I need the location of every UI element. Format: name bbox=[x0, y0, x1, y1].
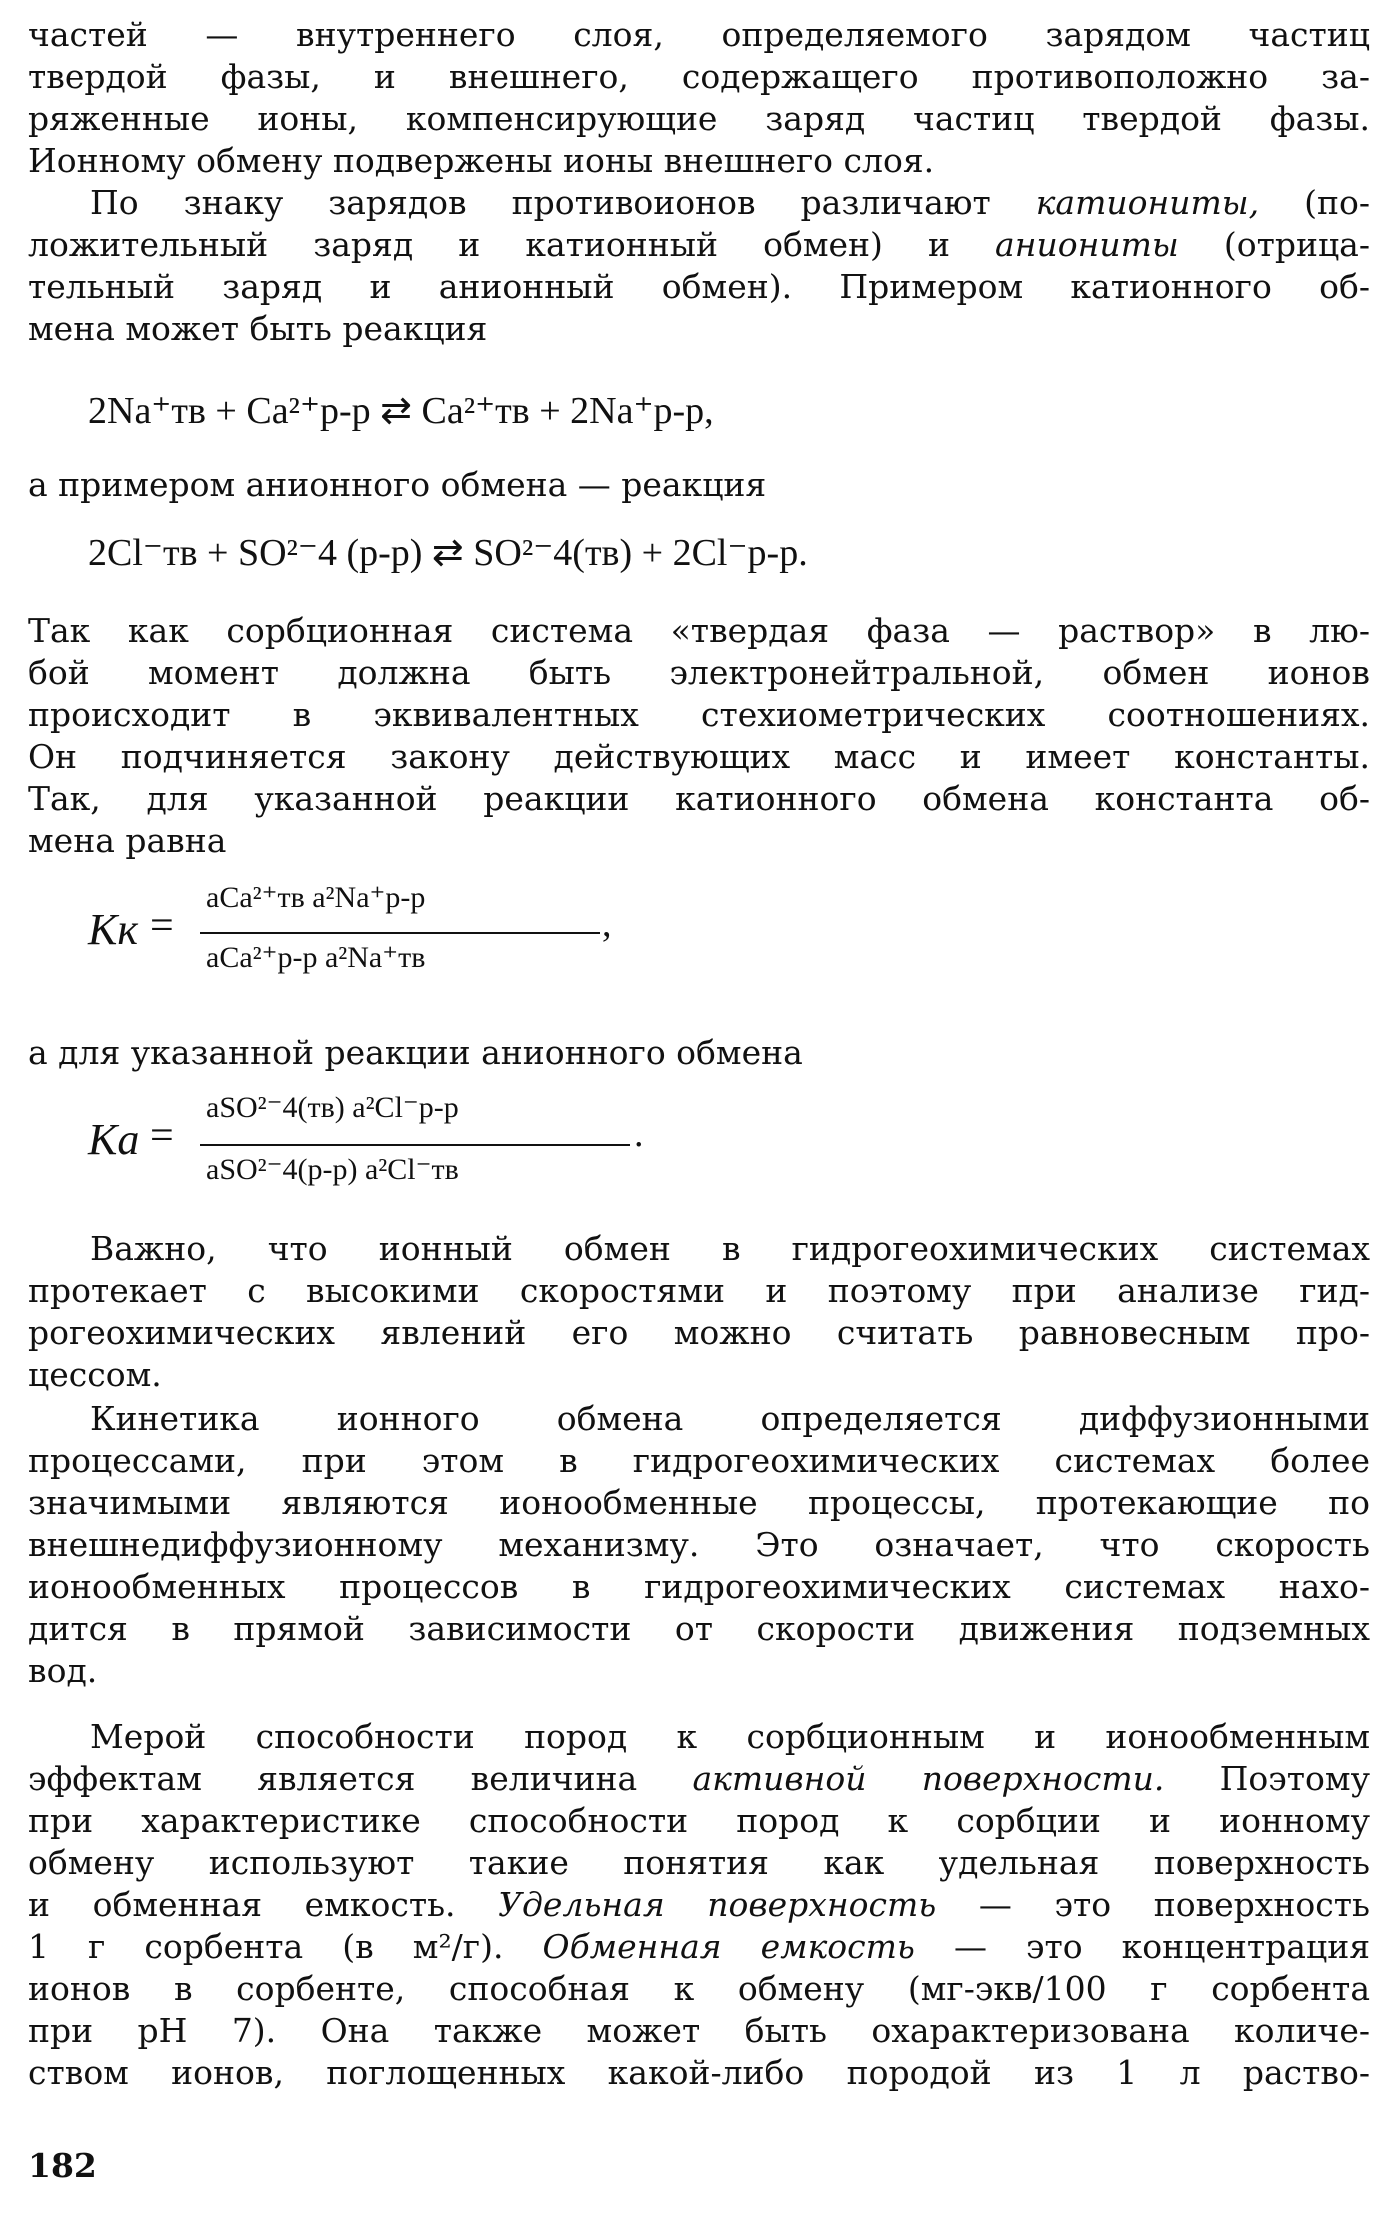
text-span: и обменная емкость. bbox=[28, 1885, 499, 1924]
formula-punctuation: , bbox=[602, 903, 612, 945]
text-line: ионов в сорбенте, способная к обмену (мг-экв/100 г сорбента bbox=[28, 1969, 1370, 2008]
formula-numerator: aCa²⁺тв a²Na⁺р-р bbox=[206, 881, 426, 914]
text-span: Поэтому bbox=[1164, 1759, 1370, 1798]
text-line: Кинетика ионного обмена определяется диффузионными bbox=[90, 1399, 1370, 1438]
paragraph-active-surface bbox=[28, 1716, 1370, 2094]
text-line: при pH 7). Она также может быть охарактеризована количе- bbox=[28, 2011, 1370, 2050]
text-line: Мерой способности пород к сорбционным и ионообменным bbox=[90, 1717, 1370, 1756]
text-line: твердой фазы, и внешнего, содержащего противоположно за- bbox=[28, 57, 1370, 96]
paragraph-electroneutrality bbox=[28, 610, 1370, 862]
text-line: а для указанной реакции анионного обмена bbox=[28, 1033, 803, 1072]
text-line: Ионному обмену подвержены ионы внешнего слоя. bbox=[28, 141, 935, 180]
text-line: бой момент должна быть электронейтральной, обмен ионов bbox=[28, 653, 1370, 692]
equation-anion-exchange: 2Cl⁻тв + SO²⁻4 (р-р) ⇄ SO²⁻4(тв) + 2Cl⁻р-р. bbox=[88, 532, 808, 574]
text-span: (по- bbox=[1259, 183, 1370, 222]
text-line: происходит в эквивалентных стехиометрических соотношениях. bbox=[28, 695, 1370, 734]
text-span: — это поверхность bbox=[936, 1885, 1370, 1924]
text-line: Так как сорбционная система «твердая фаза — раствор» в лю- bbox=[28, 611, 1370, 650]
text-line: цессом. bbox=[28, 1355, 162, 1394]
text-span: эффектам является величина bbox=[28, 1759, 693, 1798]
paragraph-ion-types bbox=[28, 182, 1370, 350]
text-line: мена может быть реакция bbox=[28, 309, 488, 348]
formula-punctuation: . bbox=[634, 1113, 644, 1155]
text-line: ряженные ионы, компенсирующие заряд частиц твердой фазы. bbox=[28, 99, 1370, 138]
text-line bbox=[28, 1758, 1370, 1800]
text-line: ионообменных процессов в гидрогеохимических системах нахо- bbox=[28, 1567, 1370, 1606]
fraction-bar bbox=[200, 932, 600, 934]
paragraph-equilibrium bbox=[28, 1228, 1370, 1396]
equation-cation-exchange: 2Na⁺тв + Ca²⁺р-р ⇄ Ca²⁺тв + 2Na⁺р-р, bbox=[88, 390, 714, 432]
formula-denominator: aSO²⁻4(р-р) a²Cl⁻тв bbox=[206, 1153, 459, 1186]
text-line: внешнедиффузионному механизму. Это означает, что скорость bbox=[28, 1525, 1370, 1564]
text-line: вод. bbox=[28, 1651, 98, 1690]
paragraph-anion-constant-intro bbox=[28, 1032, 1370, 1074]
fraction-bar bbox=[200, 1144, 630, 1146]
text-line bbox=[28, 224, 1370, 266]
text-line: а примером анионного обмена — реакция bbox=[28, 465, 767, 504]
term-cationites: катиониты, bbox=[1035, 183, 1260, 222]
text-span: По знаку зарядов противоионов различают bbox=[90, 183, 1036, 222]
equals-sign: = bbox=[150, 903, 174, 949]
term-exchange-capacity: Обменная емкость bbox=[542, 1927, 915, 1966]
text-line: тельный заряд и анионный обмен). Примером катионного об- bbox=[28, 267, 1370, 306]
page-number: 182 bbox=[28, 2146, 97, 2185]
text-span: ложительный заряд и катионный обмен) и bbox=[28, 225, 996, 264]
formula-lhs: Kа bbox=[88, 1115, 140, 1164]
paragraph-intro bbox=[28, 14, 1370, 182]
text-span: — это концентрация bbox=[914, 1927, 1371, 1966]
text-line bbox=[28, 182, 1370, 224]
text-line bbox=[28, 1926, 1370, 1968]
paragraph-kinetics bbox=[28, 1398, 1370, 1692]
formula-lhs: Kк bbox=[88, 905, 138, 954]
text-line: при характеристике способности пород к сорбции и ионному bbox=[28, 1801, 1370, 1840]
paragraph-anion-example bbox=[28, 464, 1370, 506]
text-line: обмену используют такие понятия как удельная поверхность bbox=[28, 1843, 1370, 1882]
equals-sign: = bbox=[150, 1113, 174, 1159]
text-line: протекает с высокими скоростями и поэтому при анализе гид- bbox=[28, 1271, 1370, 1310]
text-span: (отрица- bbox=[1178, 225, 1370, 264]
term-specific-surface: Удельная поверхность bbox=[498, 1885, 937, 1924]
text-span: 1 г сорбента (в м²/г). bbox=[28, 1927, 543, 1966]
text-line: Он подчиняется закону действующих масс и имеет константы. bbox=[28, 737, 1370, 776]
term-anionites: аниониты bbox=[995, 225, 1179, 264]
text-line: значимыми являются ионообменные процессы, протекающие по bbox=[28, 1483, 1370, 1522]
text-line bbox=[28, 1884, 1370, 1926]
text-line: ством ионов, поглощенных какой-либо породой из 1 л раство- bbox=[28, 2053, 1370, 2092]
text-line: частей — внутреннего слоя, определяемого зарядом частиц bbox=[28, 15, 1370, 54]
formula-denominator: aCa²⁺р-р a²Na⁺тв bbox=[206, 941, 426, 974]
text-line: процессами, при этом в гидрогеохимических системах более bbox=[28, 1441, 1370, 1480]
text-line: дится в прямой зависимости от скорости движения подземных bbox=[28, 1609, 1370, 1648]
text-line: мена равна bbox=[28, 821, 227, 860]
text-line: рогеохимических явлений его можно считать равновесным про- bbox=[28, 1313, 1370, 1352]
term-active-surface: активной поверхности. bbox=[692, 1759, 1165, 1798]
text-line: Важно, что ионный обмен в гидрогеохимических системах bbox=[90, 1229, 1370, 1268]
text-line: Так, для указанной реакции катионного обмена константа об- bbox=[28, 779, 1370, 818]
formula-numerator: aSO²⁻4(тв) a²Cl⁻р-р bbox=[206, 1091, 459, 1124]
